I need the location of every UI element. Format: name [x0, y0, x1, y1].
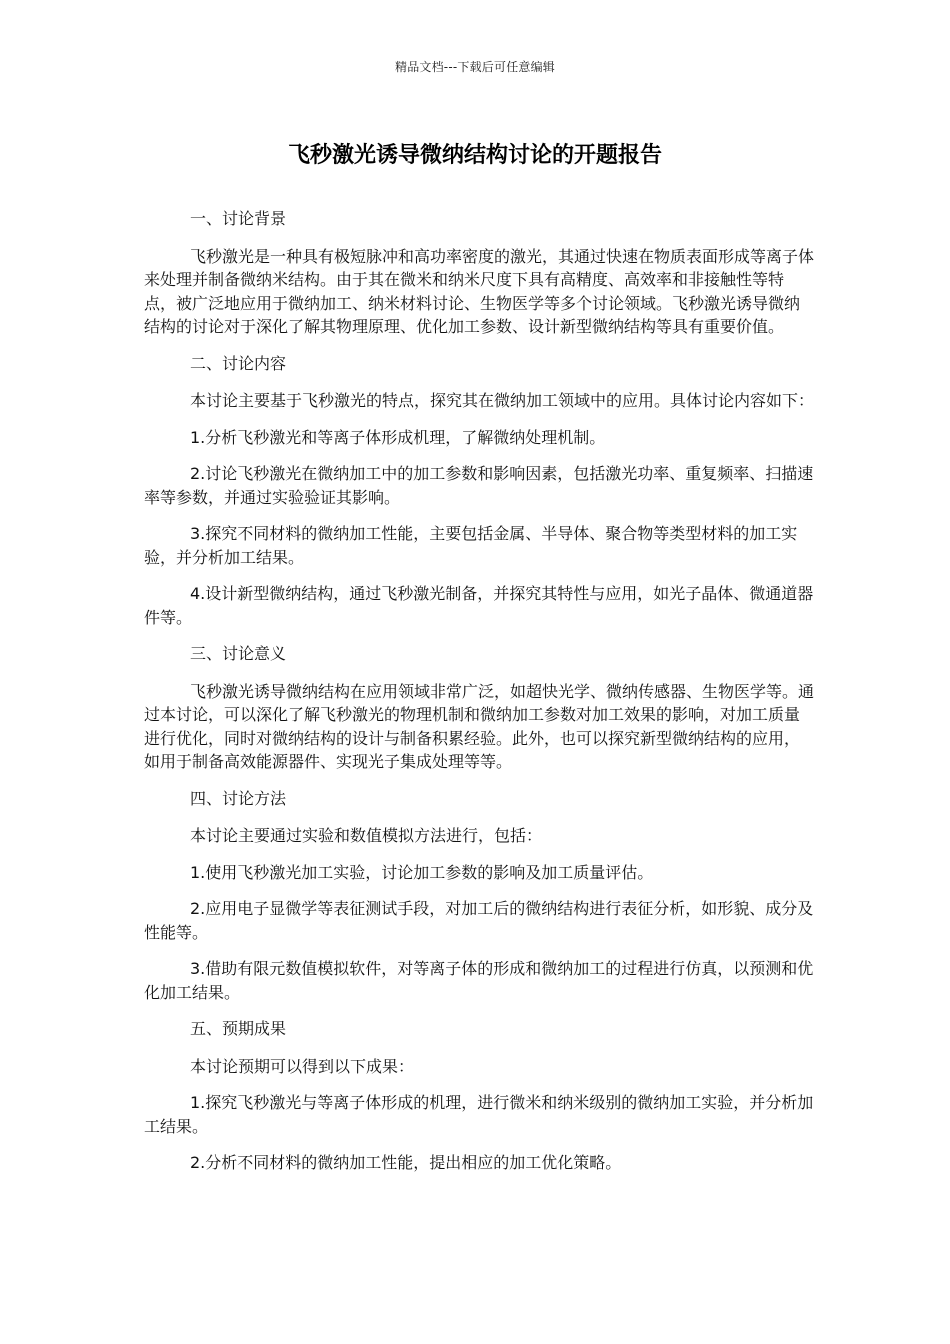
header-note: 精品文档---下载后可任意编辑 [395, 60, 555, 74]
paragraph-significance: 飞秒激光诱导微纳结构在应用领域非常广泛，如超快光学、微纳传感器、生物医学等。通过本讨论，可以深化了解飞秒激光的物理机制和微纳加工参数对加工效果的影响，对加工质量进行优化，同时对微纳结构的设计与制备积累经验。此外，也可以探究新型微纳结构的应用，如用于制备高效能源器件、实现光子集成处理等等。 [144, 681, 815, 771]
list-item-content-2: 2.讨论飞秒激光在微纳加工中的加工参数和影响因素，包括激光功率、重复频率、扫描速率等参数，并通过实验验证其影响。 [144, 464, 814, 507]
list-item-content-1: 1.分析飞秒激光和等离子体形成机理，了解微纳处理机制。 [190, 427, 606, 447]
list-item-outcomes-2: 2.分析不同材料的微纳加工性能，提出相应的加工优化策略。 [190, 1153, 622, 1172]
section-heading-content: 二、讨论内容 [190, 353, 287, 373]
section-heading-outcomes: 五、预期成果 [190, 1019, 287, 1038]
paragraph-methods-intro: 本讨论主要通过实验和数值模拟方法进行，包括： [190, 826, 543, 845]
section-heading-methods: 四、讨论方法 [190, 788, 287, 808]
list-item-content-4: 4.设计新型微纳结构，通过飞秒激光制备，并探究其特性与应用，如光子晶体、微通道器件等。 [144, 584, 814, 627]
list-item-methods-2: 2.应用电子显微学等表征测试手段，对加工后的微纳结构进行表征分析，如形貌、成分及性能等。 [144, 899, 814, 942]
list-item-methods-1: 1.使用飞秒激光加工实验，讨论加工参数的影响及加工质量评估。 [190, 862, 654, 882]
paragraph-content-intro: 本讨论主要基于飞秒激光的特点，探究其在微纳加工领域中的应用。具体讨论内容如下： [190, 391, 815, 410]
paragraph-outcomes-intro: 本讨论预期可以得到以下成果： [190, 1056, 415, 1076]
section-heading-background: 一、讨论背景 [190, 209, 287, 228]
list-item-outcomes-1: 1.探究飞秒激光与等离子体形成的机理，进行微米和纳米级别的微纳加工实验，并分析加工结果。 [144, 1093, 814, 1136]
paragraph-background: 飞秒激光是一种具有极短脉冲和高功率密度的激光，其通过快速在物质表面形成等离子体来处理并制备微纳米结构。由于其在微米和纳米尺度下具有高精度、高效率和非接触性等特点，被广泛地应用于微纳加工、纳米材料讨论、生物医学等多个讨论领域。飞秒激光诱导微纳结构的讨论对于深化了解其物理原理、优化加工参数、设计新型微纳结构等具有重要价值。 [144, 246, 815, 336]
document-body [144, 207, 814, 1188]
list-item-content-3: 3.探究不同材料的微纳加工性能，主要包括金属、半导体、聚合物等类型材料的加工实验，并分析加工结果。 [144, 524, 798, 567]
section-heading-significance: 三、讨论意义 [190, 644, 287, 663]
document-title: 飞秒激光诱导微纳结构讨论的开题报告 [287, 143, 662, 168]
list-item-methods-3: 3.借助有限元数值模拟软件，对等离子体的形成和微纳加工的过程进行仿真，以预测和优化加工结果。 [144, 959, 814, 1002]
